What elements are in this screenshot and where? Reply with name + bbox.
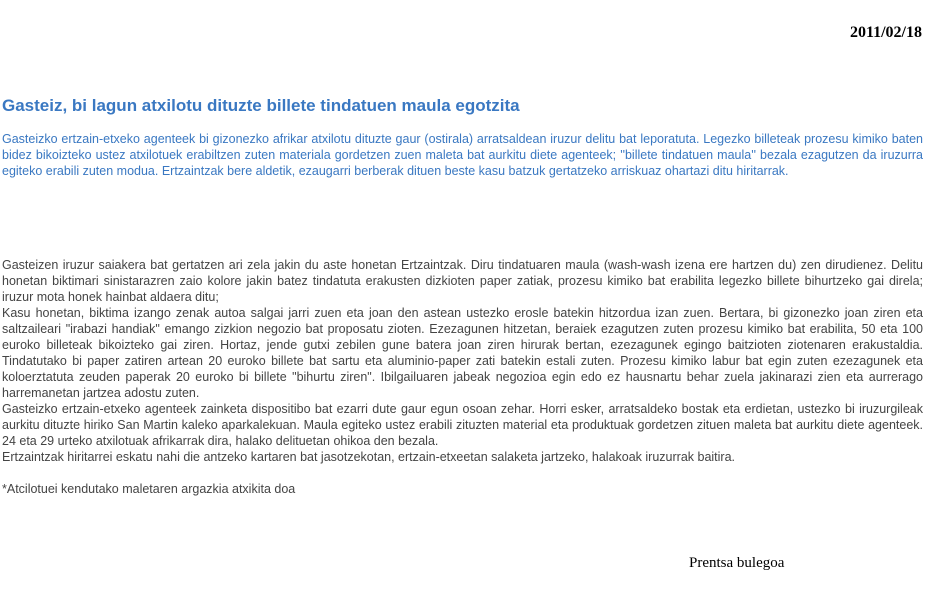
page-title: Gasteiz, bi lagun atxilotu dituzte billete tindatuen maula egotzita [2,96,520,115]
body-paragraph: Gasteizen iruzur saiakera bat gertatzen ari zela jakin du aste honetan Ertzaintzak. Diru tindatuaren maula (wash-wash izena ere hartzen du) zen dirudienez. Delitu honetan biktimari sinistarazren zaio kolore jakin batez tindatuta erakusten dizkioten paper zatiak, prozesu kimiko bat erabilita legezko billete bihurtzeko gai direla; iruzur mota honek hainbat aldaera ditu; [2,258,923,304]
attachment-note: *Atcilotuei kendutako maletaren argazkia atxikita doa [2,482,296,496]
body-paragraph: Kasu honetan, biktima izango zenak autoa salgai jarri zuen eta joan den astean ustezko erosle batekin hitzordua izan zuen. Bertara, bi gizonezko joan ziren eta saltzaileari "irabazi handiak" emango zizkion negozio bat proposatu zioten. Ezezagunen hitzetan, beraiek ezagutzen zuten prozesu kimiko bat erabilita, 50 eta 100 euroko billeteak bikoizteko gai ziren. Hortaz, jende gutxi zebilen gune batera joan ziren hirurak bertan, ezezagunek egingo baitzioten ziotenaren erakustaldia. Tindatutako bi paper zatiren artean 20 euroko billete bat sartu eta aluminio-paper zati batekin estali zuten. Prozesu kimiko labur bat egin zuten ezezagunek eta koloerztatuta zeuden paperak 20 euroko bi billete "bihurtu ziren". Ibilgailuaren jabeak negozioa egin edo ez hausnartu behar zuela jakinarazi zien eta aurrerago harremanetan jartzea adostu zuten. [2,306,923,400]
article-body [2,257,923,465]
body-paragraph: Gasteizko ertzain-etxeko agenteek zainketa dispositibo bat ezarri dute gaur egun osoan zehar. Horri esker, arratsaldeko bostak eta erdietan, ustezko bi iruzurgileak aurkitu dituzte hiriko San Martin kaleko aparkalekuan. Maula egiteko ustez erabili zituzten material eta produktuak gordetzen zituen maleta bat aurkitu diete agenteek. 24 eta 29 urteko atxilotuak afrikarrak dira, halako delituetan ohikoa den bezala. [2,402,923,448]
body-paragraph: Ertzaintzak hiritarrei eskatu nahi die antzeko kartaren bat jasotzekotan, ertzain-etxeetan salaketa jartzeko, halakoak iruzurrak baitira. [2,450,736,464]
press-release-date: 2011/02/18 [849,24,922,41]
lead-paragraph: Gasteizko ertzain-etxeko agenteek bi gizonezko afrikar atxilotu dituzte gaur (ostirala) arratsaldean iruzur delitu bat leporatuta. Legezko billeteak prozesu kimiko baten bidez bikoizteko ustez atxilotuek erabiltzen zuten materiala gordetzen zuen maleta bat aurkitu diete agenteek; ''billete tindatuen maula'' bezala ezagutzen da iruzurra egiteko erabili zuten modua. Ertzaintzak bere aldetik, ezaugarri berberak dituen beste kasu batzuk gertatzeko arriskuaz ohartazi ditu hiritarrak. [2,132,923,178]
signature: Prentsa bulegoa [689,555,785,571]
